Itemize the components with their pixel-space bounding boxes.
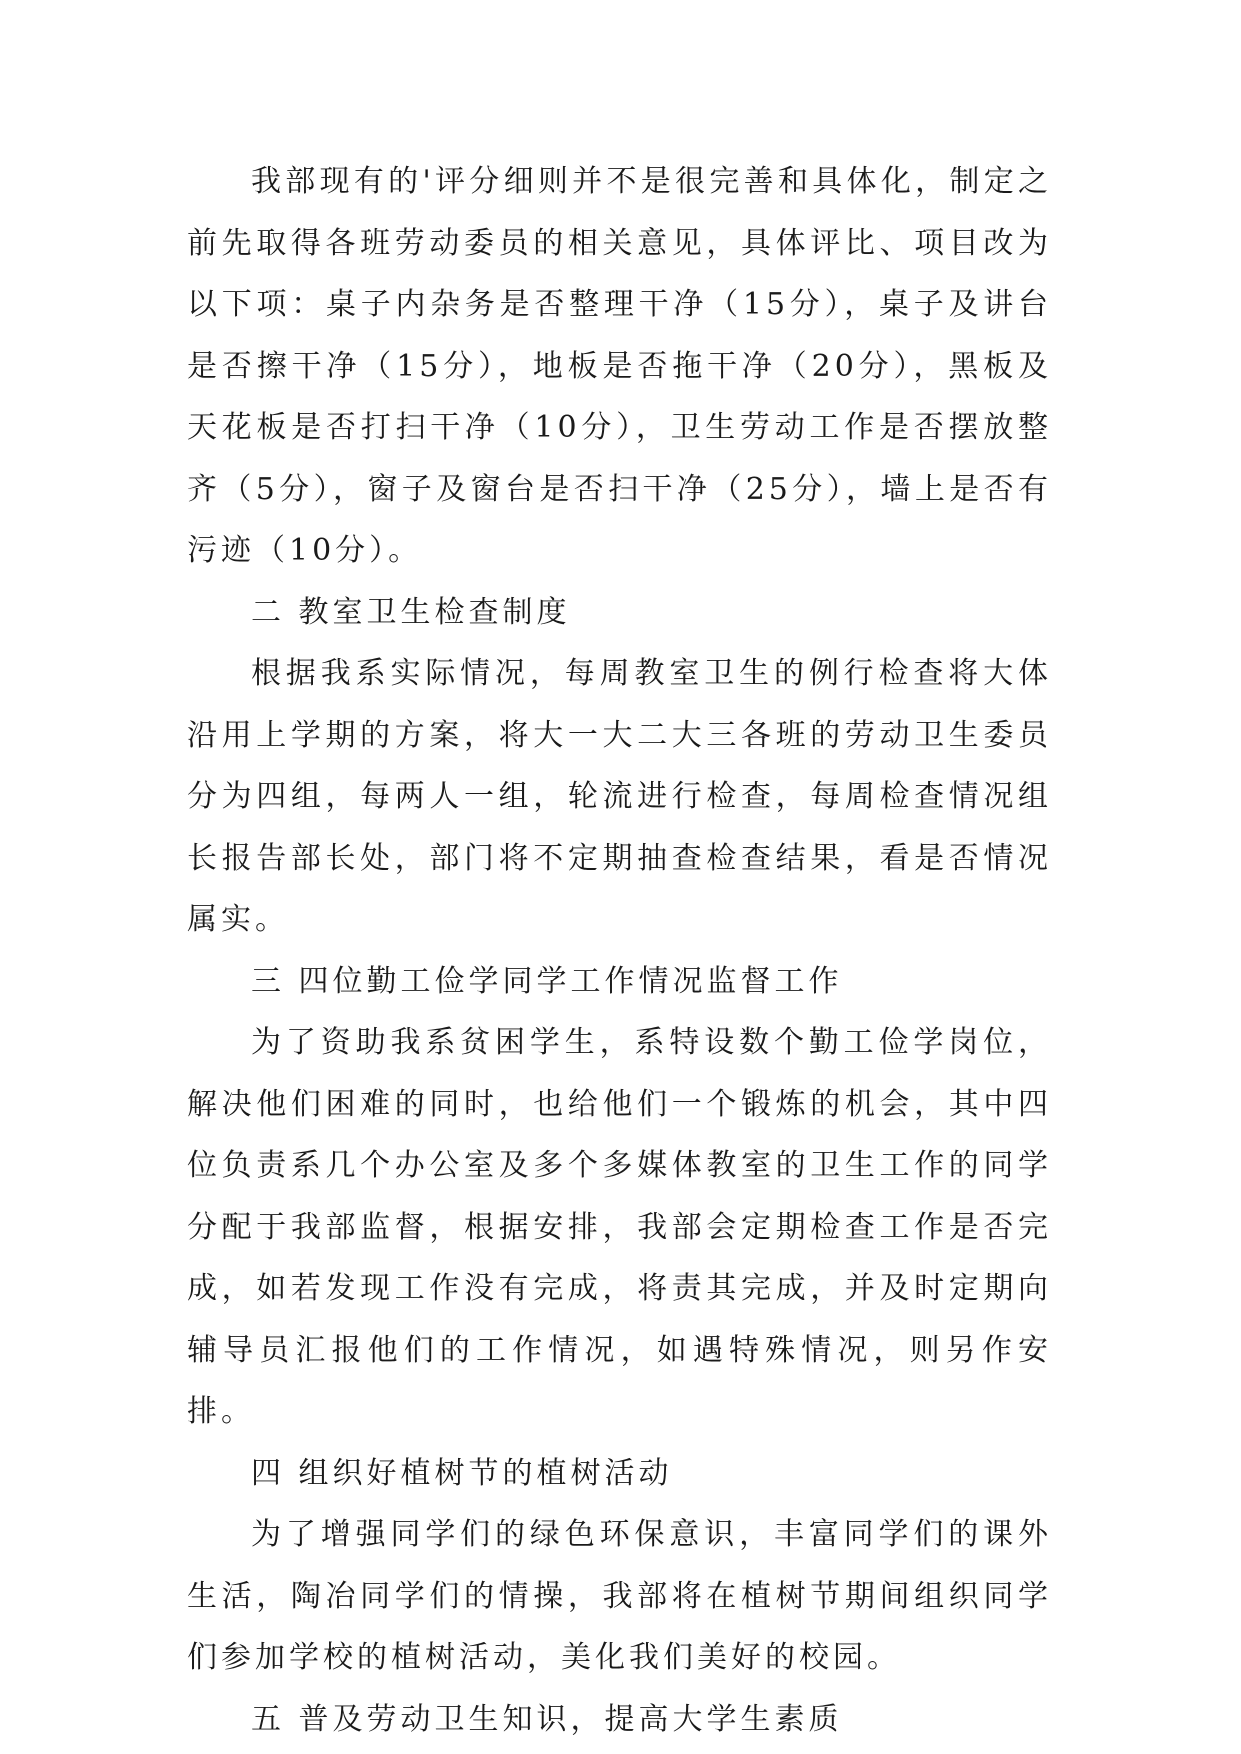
- paragraph-tree-planting: 为了增强同学们的绿色环保意识，丰富同学们的课外生活，陶冶同学们的情操，我部将在植树节期间组织同学们参加学校的植树活动，美化我们美好的校园。: [187, 1517, 1052, 1675]
- paragraph-scoring-rules: 我部现有的'评分细则并不是很完善和具体化，制定之前先取得各班劳动委员的相关意见，具体评比、项目改为以下项：桌子内杂务是否整理干净（15分），桌子及讲台是否擦干净（15分），地板是否拖干净（20分），黑板及天花板是否打扫干净（10分），卫生劳动工作是否摆放整齐（5分），窗子及窗台是否扫干净（25分），墙上是否有污迹（10分）。: [187, 164, 1052, 568]
- section-heading-4: 四 组织好植树节的植树活动: [251, 1455, 673, 1491]
- section-heading-5: 五 普及劳动卫生知识，提高大学生素质: [251, 1701, 843, 1737]
- section-heading-2: 二 教室卫生检查制度: [251, 594, 571, 630]
- paragraph-work-study-supervision: 为了资助我系贫困学生，系特设数个勤工俭学岗位，解决他们困难的同时，也给他们一个锻炼的机会，其中四位负责系几个办公室及多个多媒体教室的卫生工作的同学分配于我部监督，根据安排，我部会定期检查工作是否完成，如若发现工作没有完成，将责其完成，并及时定期向辅导员汇报他们的工作情况，如遇特殊情况，则另作安排。: [187, 1025, 1052, 1429]
- document-body: [187, 151, 1052, 1750]
- section-heading-3: 三 四位勤工俭学同学工作情况监督工作: [251, 963, 843, 999]
- paragraph-inspection-system: 根据我系实际情况，每周教室卫生的例行检查将大体沿用上学期的方案，将大一大二大三各班的劳动卫生委员分为四组，每两人一组，轮流进行检查，每周检查情况组长报告部长处，部门将不定期抽查检查结果，看是否情况属实。: [187, 656, 1052, 937]
